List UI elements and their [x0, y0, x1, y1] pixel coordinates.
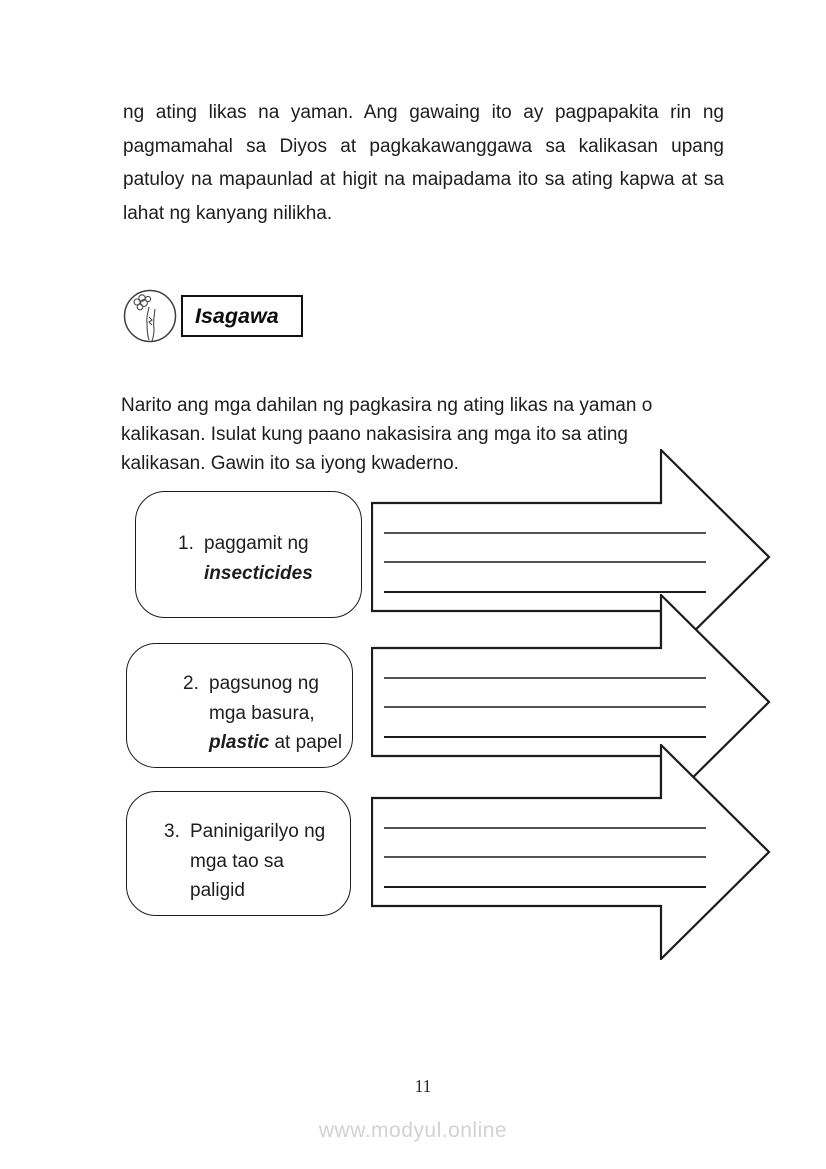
item-number: 3. [164, 821, 180, 842]
paragraph-line: pagmamahal sa Diyos at pagkakawanggawa sa kalikasan upang [123, 135, 724, 157]
paragraph-line: patuloy na mapaunlad at higit na maipadama ito sa ating kapwa at sa [123, 169, 724, 191]
cause-box-3 [126, 791, 351, 916]
paragraph-line: ng ating likas na yaman. Ang gawaing ito ay pagpapakita rin ng [123, 102, 724, 123]
instruction-line: kalikasan. Isulat kung paano nakasisira ang mga ito sa ating [121, 424, 628, 445]
cause-text-line: Paninigarilyo ng [190, 821, 326, 842]
watermark: www.modyul.online [318, 1119, 508, 1142]
cause-text-line: mga basura, [209, 702, 315, 724]
item-number: 2. [183, 673, 199, 694]
emphasis-text: insecticides [204, 562, 313, 584]
hand-with-flowers-icon [122, 287, 178, 343]
activity-title-box [181, 295, 303, 337]
cause-text-line: mga tao sa [190, 850, 284, 872]
emphasis-text: plastic [209, 732, 270, 753]
instruction-line: kalikasan. Gawin ito sa iyong kwaderno. [121, 453, 459, 474]
cause-text-line: paligid [190, 880, 245, 901]
page-number: 11 [414, 1076, 432, 1096]
activity-title: Isagawa [195, 303, 279, 328]
answer-arrow-3 [371, 744, 771, 960]
cause-text-line: plastic at papel [209, 732, 343, 753]
paragraph-line: lahat ng kanyang nilikha. [123, 203, 333, 225]
cause-text-line: paggamit ng [204, 533, 309, 554]
arrow-shape [372, 745, 769, 959]
cause-text-line: pagsunog ng [209, 673, 319, 694]
item-number: 1. [178, 533, 194, 554]
cause-box-1 [135, 491, 362, 618]
cause-box-2 [126, 643, 353, 768]
intro-paragraph [123, 96, 724, 231]
instruction-line: Narito ang mga dahilan ng pagkasira ng ating likas na yaman o [121, 395, 653, 416]
